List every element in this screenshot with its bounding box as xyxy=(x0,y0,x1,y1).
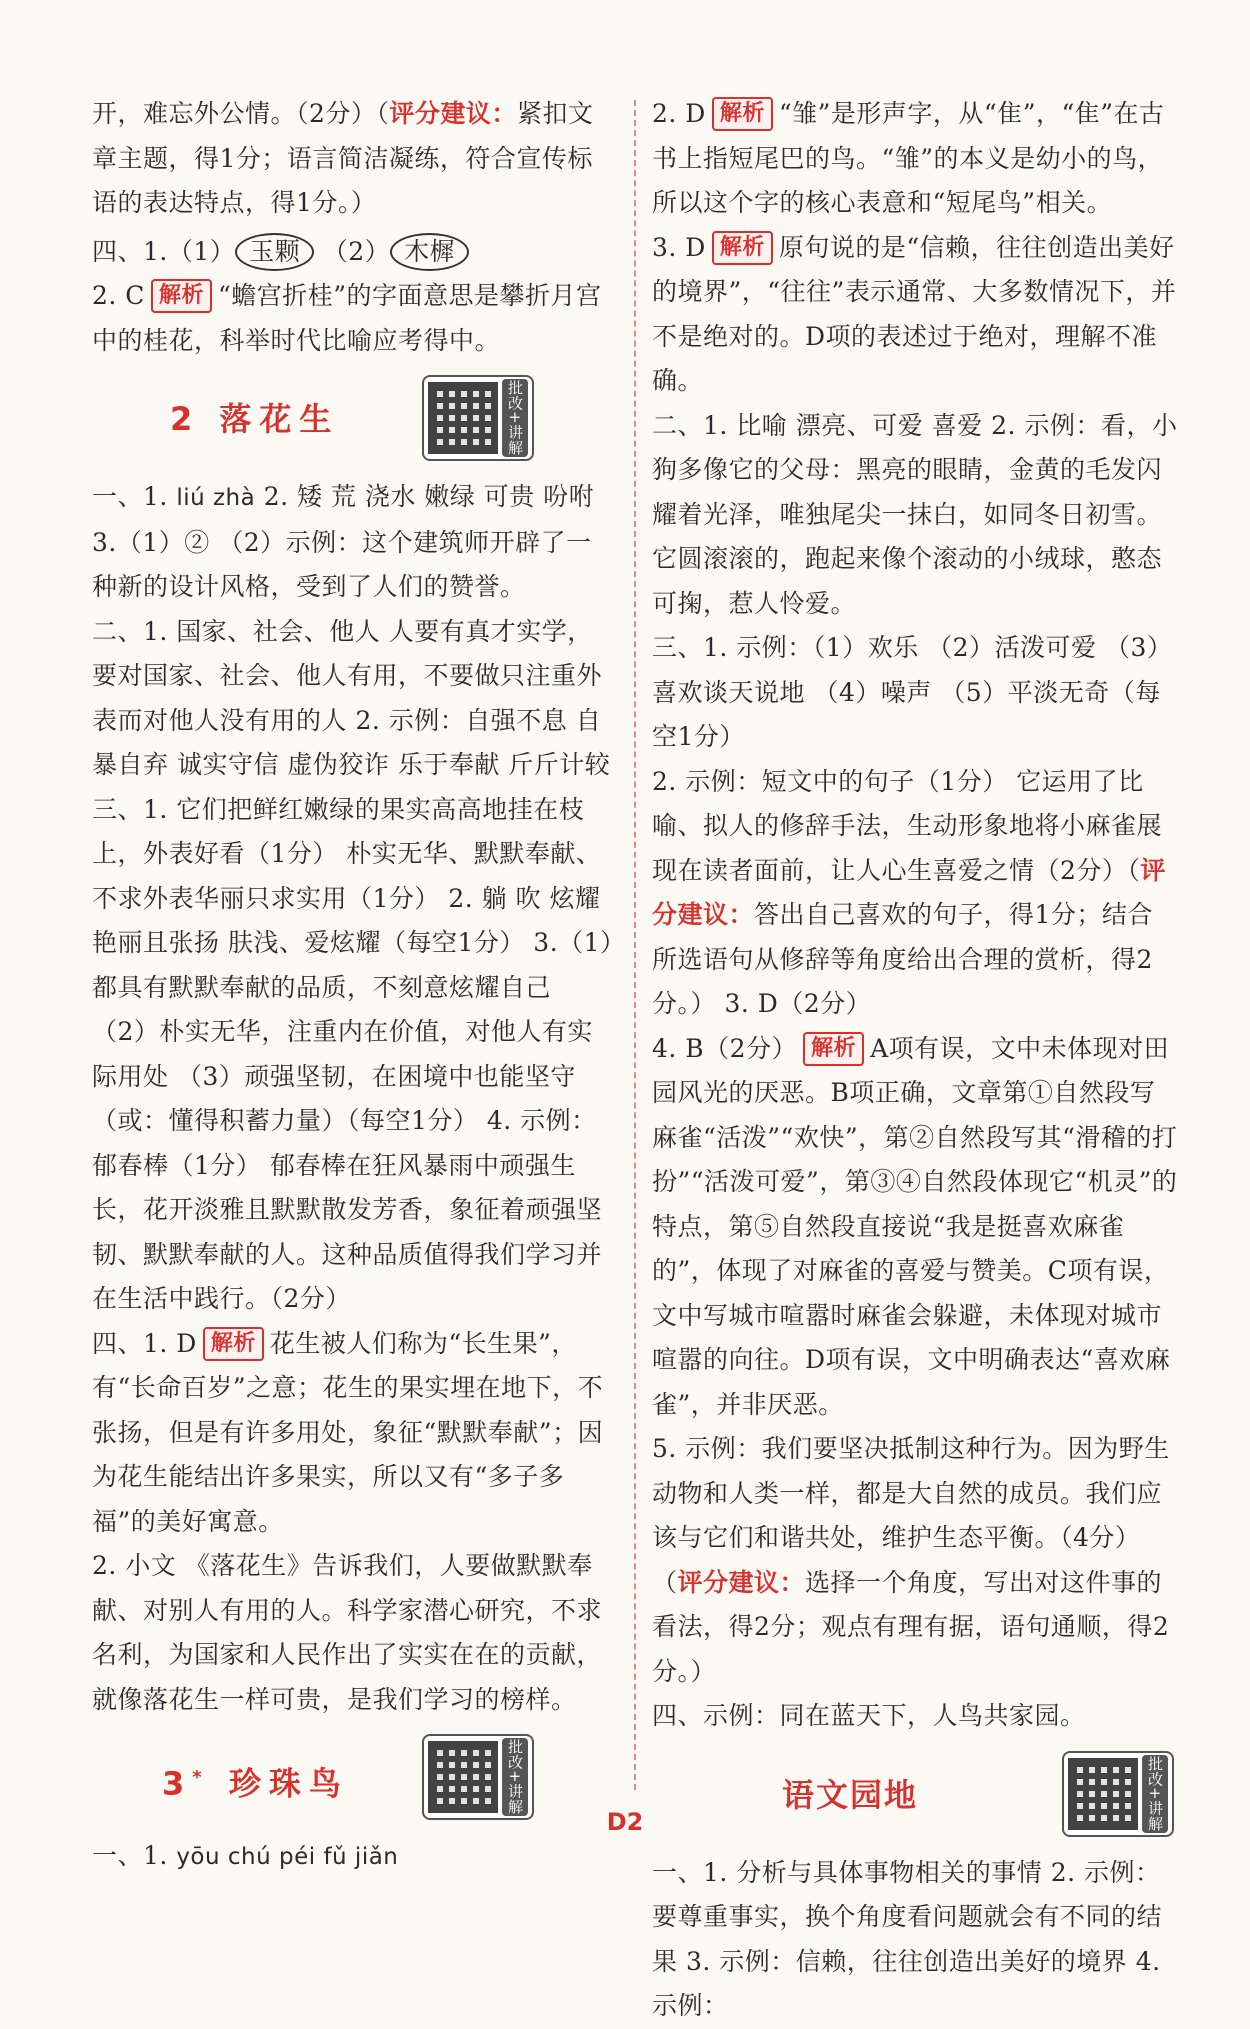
right-q3: 3. D 解析 原句说的是“信赖，往往创造出美好的境界”，“往往”表示通常、大多数情况下，并不是绝对的。D项的表述过于绝对，理解不准确。 xyxy=(652,232,1177,395)
circled-answer-2: 木樨 xyxy=(390,233,469,271)
right-part-3-q1: 三、1. 示例：（1）欢乐 （2）活泼可爱 （3）喜欢谈天说地 （4）噪声 （5）平淡无奇（每空1分） xyxy=(652,633,1173,751)
lesson-3-title: 3* 珍珠鸟 xyxy=(162,1764,349,1803)
right-part-3-q5: 5. 示例：我们要坚决抵制这种行为。因为野生动物和人类一样，都是大自然的成员。我们应该与它们和谐共处，维护生态平衡。（4分）（评分建议：选择一个角度，写出对这件事的看法，得2分；观点有理有据，语句通顺，得2分。） xyxy=(652,1434,1170,1686)
left-intro: 开，难忘外公情。（2分）（评分建议：紧扣文章主题，得1分；语言简洁凝练，符合宣传标语的表达特点，得1分。） xyxy=(92,99,594,217)
qr-side-label: 批改+讲解 xyxy=(502,379,528,457)
qr-code-pattern xyxy=(428,1741,498,1813)
analysis-tag: 解析 xyxy=(203,1327,264,1361)
qr-side-label: 批改+讲解 xyxy=(1142,1755,1168,1833)
lesson-2-part-3: 三、1. 它们把鲜红嫩绿的果实高高地挂在枝上，外表好看（1分） 朴实无华、默默奉献、不求外表华丽只求实用（1分） 2. 躺 吹 炫耀 艳丽且张扬 肤浅、爱炫耀（每空1分） 3.（1）都具有默默奉献的品质，不刻意炫耀自己 （2）朴实无华，注重内在价值，对他人有实际用处 （3）顽强坚韧，在困境中也能坚守（或：懂得积蓄力量）（每空1分） 4. 示例：郁春棒（1分） 郁春棒在狂风暴雨中顽强生长，花开淡雅且默默散发芳香，象征着顽强坚韧、默默奉献的人。这种品质值得我们学习并在生活中践行。（2分） xyxy=(92,794,614,1313)
qr-side-label: 批改+讲解 xyxy=(502,1738,528,1816)
analysis-tag: 解析 xyxy=(712,97,773,131)
lesson-2-title: 2 落花生 xyxy=(170,400,340,438)
right-part-3-q4: 4. B（2分） 解析 A项有误，文中未体现对田园风光的厌恶。B项正确，文章第①自然段写麻雀“活泼”“欢快”，第②自然段写其“滑稽的打扮”“活泼可爱”，第③④自然段体现它“机灵”的特点，第⑤自然段直接说“我是挺喜欢麻雀的”，体现了对麻雀的喜爱与赞美。C项有误，文中写城市喧嚣时麻雀会躲避，未体现对城市喧嚣的向往。D项有误，文中明确表达“喜欢麻雀”，并非厌恶。 xyxy=(652,1033,1178,1419)
left-section-4: 四、1.（1） 玉颗 （2） 木樨 xyxy=(92,230,614,275)
analysis-tag: 解析 xyxy=(803,1032,864,1066)
right-q2: 2. D 解析 “雏”是形声字，从“隹”，“隹”在古书上指短尾巴的鸟。“雏”的本义是幼小的鸟，所以这个字的核心表意和“短尾鸟”相关。 xyxy=(652,99,1165,217)
lesson-2-header xyxy=(92,367,614,471)
lesson-3-part-1: 一、1. yōu chú péi fǔ jiǎn xyxy=(92,1841,399,1870)
qr-code-icon[interactable] xyxy=(422,375,534,461)
right-column xyxy=(652,92,1178,2029)
circled-answer-1: 玉颗 xyxy=(235,233,314,271)
lesson-2-part-1: 一、1. liú zhà 2. 矮 荒 浇水 嫩绿 可贵 吩咐 3.（1）② （2）示例：这个建筑师开辟了一种新的设计风格，受到了人们的赞誉。 xyxy=(92,482,595,601)
garden-title: 语文园地 xyxy=(782,1775,919,1814)
qr-code-pattern xyxy=(428,382,498,454)
page-number: D2 xyxy=(606,1808,644,1836)
left-q2: 2. C 解析 “蟾宫折桂”的字面意思是攀折月宫中的桂花，科举时代比喻应考得中。 xyxy=(92,281,602,355)
left-column xyxy=(92,92,614,1880)
analysis-tag: 解析 xyxy=(151,279,212,313)
right-part-3-q2: 2. 示例：短文中的句子（1分） 它运用了比喻、拟人的修辞手法，生动形象地将小麻雀展现在读者面前，让人心生喜爱之情（2分）（评分建议：答出自己喜欢的句子，得1分；结合所选语句从修辞等角度给出合理的赏析，得2分。） 3. D（2分） xyxy=(652,766,1166,1018)
right-part-2: 二、1. 比喻 漂亮、可爱 喜爱 2. 示例：看，小狗多像它的父母：黑亮的眼睛，金黄的毛发闪耀着光泽，唯独尾尖一抹白，如同冬日初雪。它圆滚滚的，跑起来像个滚动的小绒球，憨态可掬，惹人怜爱。 xyxy=(652,410,1178,618)
garden-part-1: 一、1. 分析与具体事物相关的事情 2. 示例：要尊重事实，换个角度看问题就会有不同的结果 3. 示例：信赖，往往创造出美好的境界 4. 示例： xyxy=(652,1857,1163,2020)
right-part-4: 四、示例：同在蓝天下，人鸟共家园。 xyxy=(652,1701,1086,1730)
lesson-2-part-2: 二、1. 国家、社会、他人 人要有真才实学，要对国家、社会、他人有用，不要做只注重外表而对他人没有用的人 2. 示例：自强不息 自暴自弃 诚实守信 虚伪狡诈 乐于奉献 斤斤计较 xyxy=(92,616,611,779)
analysis-tag: 解析 xyxy=(712,231,773,265)
lesson-2-part-4: 四、1. D 解析 花生被人们称为“长生果”，有“长命百岁”之意；花生的果实埋在地下，不张扬，但是有许多用处，象征“默默奉献”；因为花生能结出许多果实，所以又有“多子多福”的美好寓意。 xyxy=(92,1328,604,1536)
lesson-2-part-4-q2: 2. 小文 《落花生》告诉我们，人要做默默奉献、对别人有用的人。科学家潜心研究，不求名利，为国家和人民作出了实实在在的贡献，就像落花生一样可贵，是我们学习的榜样。 xyxy=(92,1551,603,1714)
column-divider xyxy=(634,100,636,1790)
